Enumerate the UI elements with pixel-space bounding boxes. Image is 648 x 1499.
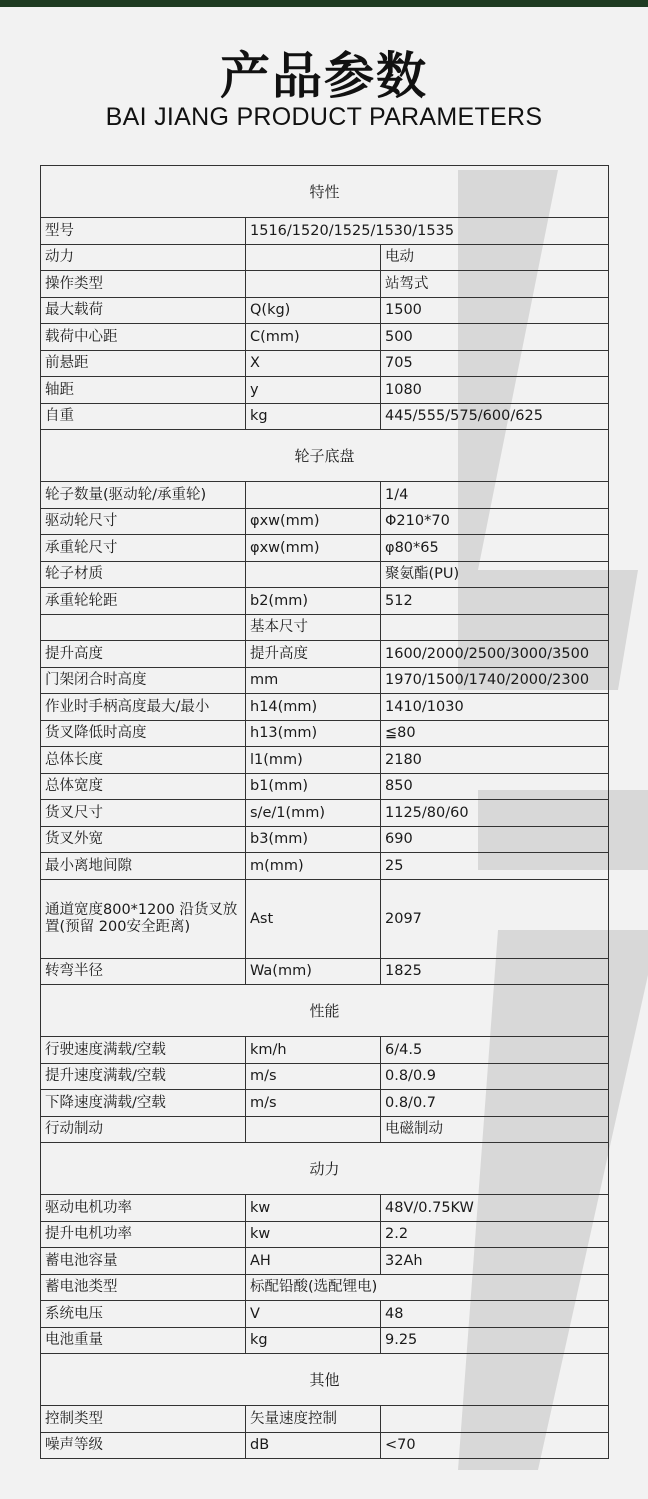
table-row [41, 667, 609, 694]
section-header-row [41, 166, 609, 218]
section-header-row [41, 1143, 609, 1195]
param-unit: km/h [246, 1037, 381, 1064]
param-label: 自重 [41, 403, 246, 430]
param-label: 承重轮尺寸 [41, 535, 246, 562]
page-title: 产品参数 [220, 47, 428, 105]
param-label: 最大载荷 [41, 297, 246, 324]
param-unit: C(mm) [246, 324, 381, 351]
table-row [41, 244, 609, 271]
param-label: 驱动轮尺寸 [41, 508, 246, 535]
param-label: 承重轮轮距 [41, 588, 246, 615]
param-label [41, 614, 246, 641]
table-row [41, 1301, 609, 1328]
param-label: 系统电压 [41, 1301, 246, 1328]
table-row [41, 1090, 609, 1117]
param-value: 站驾式 [381, 271, 609, 298]
param-value: 0.8/0.7 [381, 1090, 609, 1117]
table-row [41, 1274, 609, 1301]
param-unit [246, 244, 381, 271]
param-unit: φxw(mm) [246, 508, 381, 535]
param-label: 作业时手柄高度最大/最小 [41, 694, 246, 721]
param-value: 1125/80/60 [381, 800, 609, 827]
param-value: 512 [381, 588, 609, 615]
param-value: 500 [381, 324, 609, 351]
param-value: 2097 [381, 879, 609, 958]
table-row [41, 508, 609, 535]
param-unit: V [246, 1301, 381, 1328]
param-unit: b2(mm) [246, 588, 381, 615]
param-unit: y [246, 377, 381, 404]
section-title: 轮子底盘 [41, 430, 609, 482]
table-row [41, 1063, 609, 1090]
param-label: 转弯半径 [41, 958, 246, 985]
param-value: 6/4.5 [381, 1037, 609, 1064]
param-label: 通道宽度800*1200 沿货叉放置(预留 200安全距离) [41, 879, 246, 958]
param-unit [246, 271, 381, 298]
param-value: Φ210*70 [381, 508, 609, 535]
param-unit: 标配铅酸(选配锂电) [246, 1274, 609, 1301]
table-row [41, 773, 609, 800]
param-unit: mm [246, 667, 381, 694]
param-label: 前悬距 [41, 350, 246, 377]
param-value: 1600/2000/2500/3000/3500 [381, 641, 609, 668]
param-unit: m/s [246, 1063, 381, 1090]
table-row [41, 271, 609, 298]
table-row [41, 826, 609, 853]
table-row [41, 958, 609, 985]
param-label: 最小离地间隙 [41, 853, 246, 880]
param-label: 提升电机功率 [41, 1221, 246, 1248]
param-unit: kw [246, 1221, 381, 1248]
table-row [41, 614, 609, 641]
param-unit: 1516/1520/1525/1530/1535 [246, 218, 609, 245]
param-value: 850 [381, 773, 609, 800]
param-label: 电池重量 [41, 1327, 246, 1354]
table-row [41, 324, 609, 351]
param-label: 行动制动 [41, 1116, 246, 1143]
table-row [41, 1221, 609, 1248]
param-value: 690 [381, 826, 609, 853]
table-row [41, 1406, 609, 1433]
table-row [41, 403, 609, 430]
param-label: 操作类型 [41, 271, 246, 298]
param-unit: φxw(mm) [246, 535, 381, 562]
param-unit: 提升高度 [246, 641, 381, 668]
param-value: 1500 [381, 297, 609, 324]
table-row [41, 853, 609, 880]
table-row [41, 350, 609, 377]
param-unit: kg [246, 403, 381, 430]
param-label: 门架闭合时高度 [41, 667, 246, 694]
param-unit: m(mm) [246, 853, 381, 880]
table-row [41, 694, 609, 721]
table-row [41, 297, 609, 324]
param-value: 电磁制动 [381, 1116, 609, 1143]
param-label: 货叉降低时高度 [41, 720, 246, 747]
param-label: 行驶速度满载/空载 [41, 1037, 246, 1064]
param-value: 1080 [381, 377, 609, 404]
table-row [41, 1248, 609, 1275]
param-label: 蓄电池容量 [41, 1248, 246, 1275]
param-unit: Q(kg) [246, 297, 381, 324]
param-unit: l1(mm) [246, 747, 381, 774]
param-value: 1825 [381, 958, 609, 985]
param-value: 1410/1030 [381, 694, 609, 721]
table-row [41, 561, 609, 588]
param-unit: h14(mm) [246, 694, 381, 721]
param-value: 2180 [381, 747, 609, 774]
param-unit: s/e/1(mm) [246, 800, 381, 827]
param-label: 提升高度 [41, 641, 246, 668]
param-value: 48V/0.75KW [381, 1195, 609, 1222]
parameters-table [40, 165, 609, 1459]
table-row [41, 1195, 609, 1222]
param-unit: Wa(mm) [246, 958, 381, 985]
param-label: 轮子材质 [41, 561, 246, 588]
param-value: 9.25 [381, 1327, 609, 1354]
param-value: 0.8/0.9 [381, 1063, 609, 1090]
table-row [41, 720, 609, 747]
param-label: 型号 [41, 218, 246, 245]
param-unit [246, 561, 381, 588]
param-label: 下降速度满载/空载 [41, 1090, 246, 1117]
param-value: 25 [381, 853, 609, 880]
param-value: 2.2 [381, 1221, 609, 1248]
param-value [381, 614, 609, 641]
param-unit: Ast [246, 879, 381, 958]
param-label: 载荷中心距 [41, 324, 246, 351]
table-row [41, 747, 609, 774]
param-label: 蓄电池类型 [41, 1274, 246, 1301]
param-value: 445/555/575/600/625 [381, 403, 609, 430]
param-value: 1970/1500/1740/2000/2300 [381, 667, 609, 694]
top-accent-bar [0, 0, 648, 7]
section-title: 其他 [41, 1354, 609, 1406]
param-label: 驱动电机功率 [41, 1195, 246, 1222]
param-label: 总体宽度 [41, 773, 246, 800]
param-value: 1/4 [381, 482, 609, 509]
param-unit: X [246, 350, 381, 377]
param-value: ≦80 [381, 720, 609, 747]
param-value: φ80*65 [381, 535, 609, 562]
param-unit: AH [246, 1248, 381, 1275]
table-row [41, 482, 609, 509]
table-row [41, 800, 609, 827]
param-unit: dB [246, 1432, 381, 1459]
param-unit: b3(mm) [246, 826, 381, 853]
param-unit [246, 482, 381, 509]
param-label: 货叉尺寸 [41, 800, 246, 827]
param-value: 聚氨酯(PU) [381, 561, 609, 588]
section-title: 特性 [41, 166, 609, 218]
param-value: 705 [381, 350, 609, 377]
param-value: 48 [381, 1301, 609, 1328]
param-value [381, 1406, 609, 1433]
table-row [41, 588, 609, 615]
param-unit: h13(mm) [246, 720, 381, 747]
table-row [41, 218, 609, 245]
param-label: 动力 [41, 244, 246, 271]
table-row [41, 1432, 609, 1459]
param-label: 提升速度满载/空载 [41, 1063, 246, 1090]
section-title: 动力 [41, 1143, 609, 1195]
table-row [41, 641, 609, 668]
table-row [41, 535, 609, 562]
param-unit: b1(mm) [246, 773, 381, 800]
section-header-row [41, 985, 609, 1037]
param-unit: kg [246, 1327, 381, 1354]
table-row [41, 1327, 609, 1354]
param-unit: m/s [246, 1090, 381, 1117]
param-label: 轴距 [41, 377, 246, 404]
table-row [41, 879, 609, 958]
table-row [41, 1037, 609, 1064]
param-value: 电动 [381, 244, 609, 271]
param-label: 货叉外宽 [41, 826, 246, 853]
section-title: 性能 [41, 985, 609, 1037]
param-unit: kw [246, 1195, 381, 1222]
param-unit: 矢量速度控制 [246, 1406, 381, 1433]
param-value: <70 [381, 1432, 609, 1459]
table-row [41, 1116, 609, 1143]
param-value: 32Ah [381, 1248, 609, 1275]
param-unit: 基本尺寸 [246, 614, 381, 641]
page-subtitle: BAI JIANG PRODUCT PARAMETERS [105, 103, 543, 131]
param-label: 控制类型 [41, 1406, 246, 1433]
param-label: 总体长度 [41, 747, 246, 774]
section-header-row [41, 1354, 609, 1406]
section-header-row [41, 430, 609, 482]
param-unit [246, 1116, 381, 1143]
table-row [41, 377, 609, 404]
param-label: 噪声等级 [41, 1432, 246, 1459]
param-label: 轮子数量(驱动轮/承重轮) [41, 482, 246, 509]
